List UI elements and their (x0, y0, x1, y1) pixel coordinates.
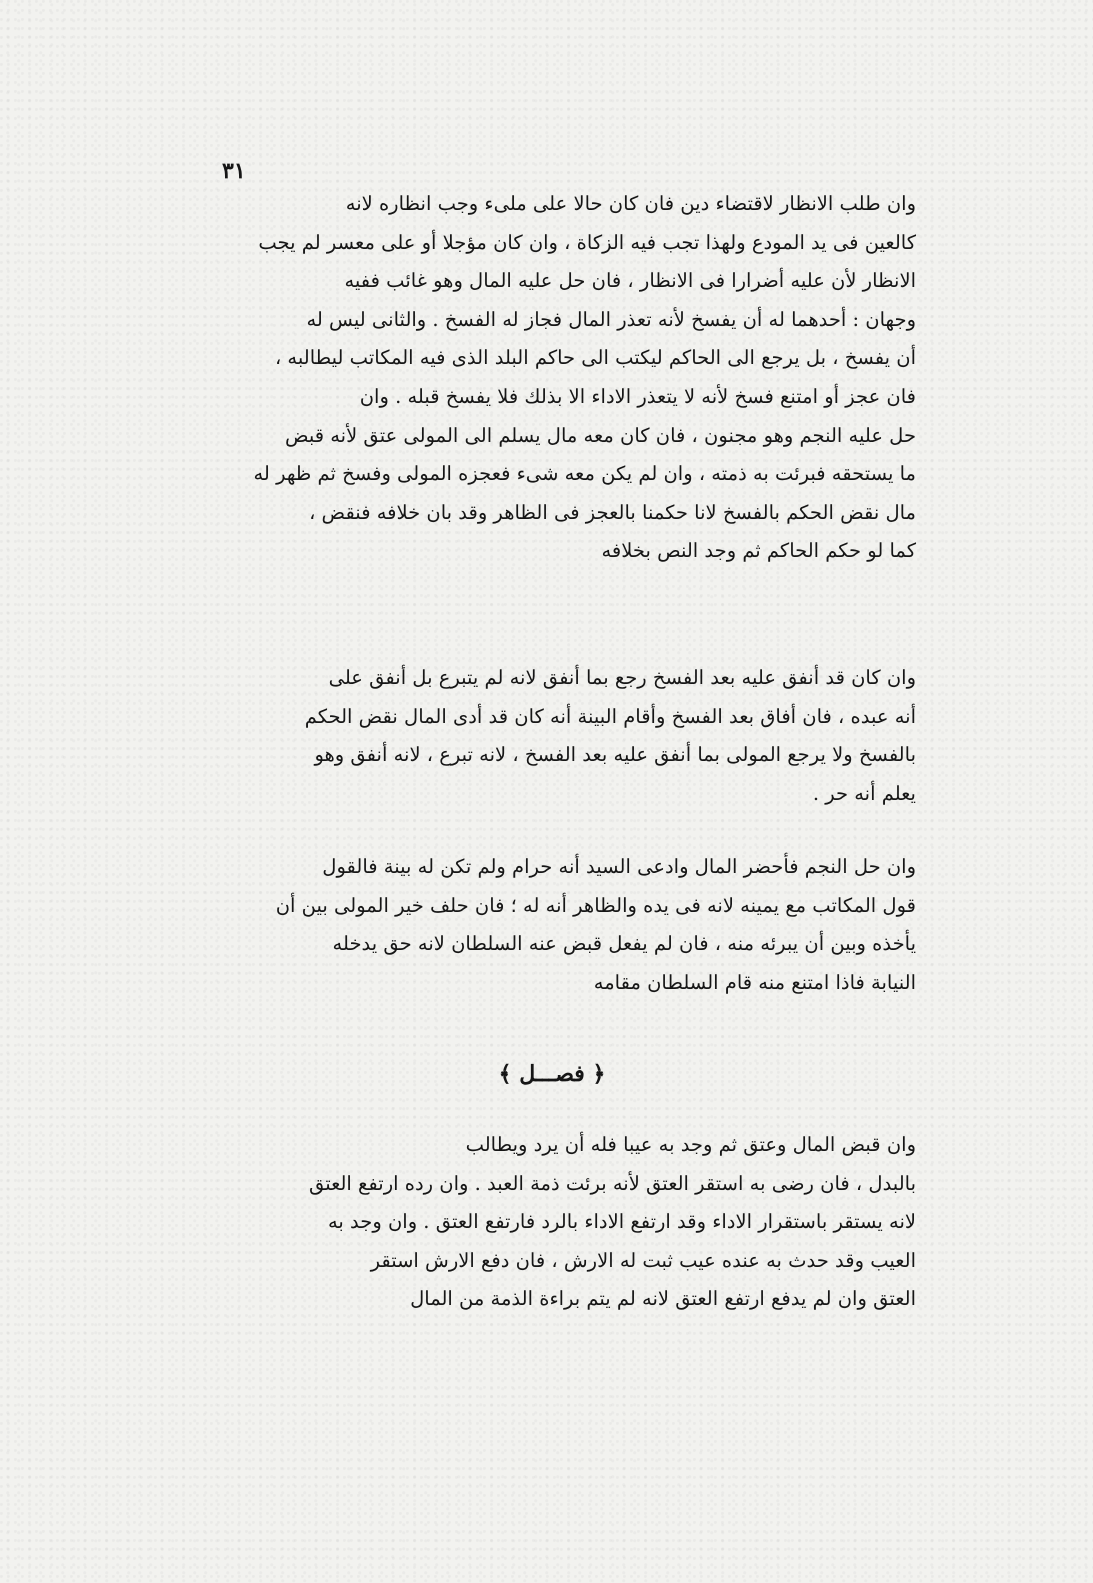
paragraph-2: وان كان قد أنفق عليه بعد الفسخ رجع بما أنفق لانه لم يتبرع بل أنفق على أنه عبده ، فان أفاق بعد الفسخ وأقام البينة أنه كان قد أدى المال نقض الحكم بالفسخ ولا يرجع المولى بما أنفق عليه بعد الفسخ ، لانه تبرع ، لانه أنفق وهو يعلم أنه حر . (304, 666, 916, 805)
page-number: ٣١ (222, 158, 246, 184)
paragraph-3: وان حل النجم فأحضر المال وادعى السيد أنه حرام ولم تكن له بينة فالقول قول المكاتب مع يمينه لانه فى يده والظاهر أنه له ؛ فان حلف خير المولى بين أن يأخذه وبين أن يبرئه منه ، فان لم يفعل قبض عنه السلطان لانه حق يدخله النيابة فاذا امتنع منه قام السلطان مقامه (275, 855, 916, 994)
paragraph-1: وان طلب الانظار لاقتضاء دين فان كان حالا على ملىء وجب انظاره لانه كالعين فى يد المودع ولهذا تجب فيه الزكاة ، وان كان مؤجلا أو على معسر لم يجب الانظار لأن عليه أضرارا فى الانظار ، فان حل عليه المال وهو غائب ففيه وجهان : أحدهما له أن يفسخ لأنه تعذر المال فجاز له الفسخ . والثانى ليس له أن يفسخ ، بل يرجع الى الحاكم ليكتب الى حاكم البلد الذى فيه المكاتب ليطالبه ، فان عجز أو امتنع فسخ لأنه لا يتعذر الاداء الا بذلك فلا يفسخ قبله . وان حل عليه النجم وهو مجنون ، فان كان معه مال يسلم الى المولى عتق لأنه قبض ما يستحقه فبرئت به ذمته ، وان لم يكن معه شىء فعجزه المولى وفسخ ثم ظهر له مال نقض الحكم بالفسخ لانا حكمنا بالعجز فى الظاهر وقد بان خلافه فنقض ، كما لو حكم الحاكم ثم وجد النص بخلافه (253, 192, 916, 563)
paragraph-4: وان قبض المال وعتق ثم وجد به عيبا فله أن يرد ويطالب بالبدل ، فان رضى به استقر العتق لأنه برئت ذمة العبد . وان رده ارتفع العتق لانه يستقر باستقرار الاداء وقد ارتفع الاداء بالرد فارتفع العتق . وان وجد به العيب وقد حدث به عنده عيب ثبت له الارش ، فان دفع الارش استقر العتق وان لم يدفع ارتفع العتق لانه لم يتم براءة الذمة من المال (308, 1133, 916, 1311)
section-heading: ﴿ فصـــل ﴾ (498, 1061, 606, 1087)
